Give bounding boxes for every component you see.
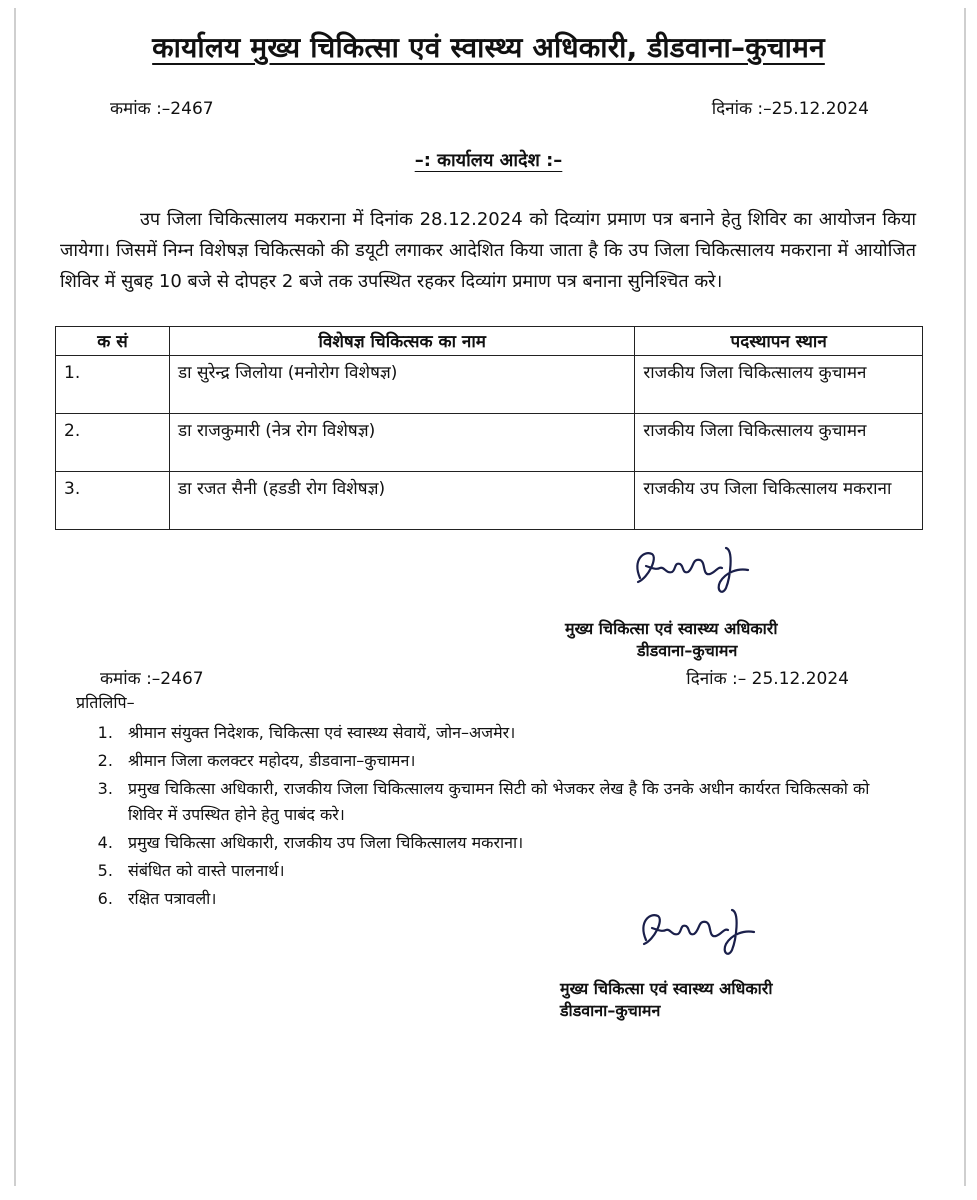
list-item: 2. श्रीमान जिला कलक्टर महोदय, डीडवाना–कुचामन। bbox=[118, 748, 878, 774]
table-row bbox=[56, 472, 923, 530]
row-posting-place: राजकीय उप जिला चिकित्सालय मकराना bbox=[635, 472, 923, 530]
reference-number: कमांक :–2467 bbox=[110, 99, 214, 119]
row-serial: 1. bbox=[56, 356, 170, 414]
copy-list-section bbox=[76, 690, 878, 914]
table-row bbox=[56, 414, 923, 472]
header-posting-place: पदस्थापन स्थान bbox=[635, 327, 923, 356]
row-posting-place: राजकीय जिला चिकित्सालय कुचामन bbox=[635, 356, 923, 414]
row-serial: 2. bbox=[56, 414, 170, 472]
table-header-row bbox=[56, 327, 923, 356]
row-doctor-name: डा सुरेन्द्र जिलोया (मनोरोग विशेषज्ञ) bbox=[170, 356, 635, 414]
order-date: दिनांक :–25.12.2024 bbox=[711, 99, 869, 119]
copy-recipient-list bbox=[84, 720, 878, 912]
row-serial: 3. bbox=[56, 472, 170, 530]
signatory-location: डीडवाना–कुचामन bbox=[637, 641, 738, 660]
list-item: 6. रक्षित पत्रावली। bbox=[118, 886, 878, 912]
signature-image bbox=[622, 538, 762, 598]
copy-heading: प्रतिलिपि– bbox=[76, 693, 135, 712]
row-doctor-name: डा राजकुमारी (नेत्र रोग विशेषज्ञ) bbox=[170, 414, 635, 472]
table-row bbox=[56, 356, 923, 414]
order-title: –: कार्यालय आदेश :– bbox=[414, 150, 563, 171]
signature-image bbox=[628, 900, 768, 960]
row-doctor-name: डा रजत सैनी (हडडी रोग विशेषज्ञ) bbox=[170, 472, 635, 530]
header-doctor-name: विशेषज्ञ चिकित्सक का नाम bbox=[170, 327, 635, 356]
signatory-block-2 bbox=[560, 978, 772, 1022]
signatory-designation: मुख्य चिकित्सा एवं स्वास्थ्य अधिकारी bbox=[560, 979, 773, 998]
signatory-block-1 bbox=[565, 618, 777, 662]
copy-date: दिनांक :– 25.12.2024 bbox=[686, 669, 849, 689]
page-border bbox=[14, 8, 966, 1186]
order-body: उप जिला चिकित्सालय मकराना में दिनांक 28.12.2024 को दिव्यांग प्रमाण पत्र बनाने हेतु शिविर का आयोजन किया जायेगा। जिसमें निम्न विशेषज्ञ चिकित्सको की डयूटी लगाकर आदेशित किया जाता है कि उप जिला चिकित्सालय मकराना में आयोजित शिविर में सुबह 10 बजे से दोपहर 2 बजे तक उपस्थित रहकर दिव्यांग प्रमाण पत्र बनाना सुनिश्चित करे। bbox=[60, 209, 916, 292]
list-item: 3. प्रमुख चिकित्सा अधिकारी, राजकीय जिला चिकित्सालय कुचामन सिटी को भेजकर लेख है कि उनके अधीन कार्यरत चिकित्सको को शिविर में उपस्थित होने हेतु पाबंद करे। bbox=[118, 776, 878, 828]
row-posting-place: राजकीय जिला चिकित्सालय कुचामन bbox=[635, 414, 923, 472]
signatory-location: डीडवाना–कुचामन bbox=[560, 1001, 661, 1020]
duty-table bbox=[55, 326, 923, 530]
copy-reference-number: कमांक :–2467 bbox=[100, 669, 204, 689]
list-item: 5. संबंधित को वास्ते पालनार्थ। bbox=[118, 858, 878, 884]
office-title: कार्यालय मुख्य चिकित्सा एवं स्वास्थ्य अधिकारी, डीडवाना–कुचामन bbox=[152, 31, 825, 64]
list-item: 1. श्रीमान संयुक्त निदेशक, चिकित्सा एवं स्वास्थ्य सेवायें, जोन–अजमेर। bbox=[118, 720, 878, 746]
header-serial: क सं bbox=[56, 327, 170, 356]
list-item: 4. प्रमुख चिकित्सा अधिकारी, राजकीय उप जिला चिकित्सालय मकराना। bbox=[118, 830, 878, 856]
signatory-designation: मुख्य चिकित्सा एवं स्वास्थ्य अधिकारी bbox=[565, 619, 778, 638]
